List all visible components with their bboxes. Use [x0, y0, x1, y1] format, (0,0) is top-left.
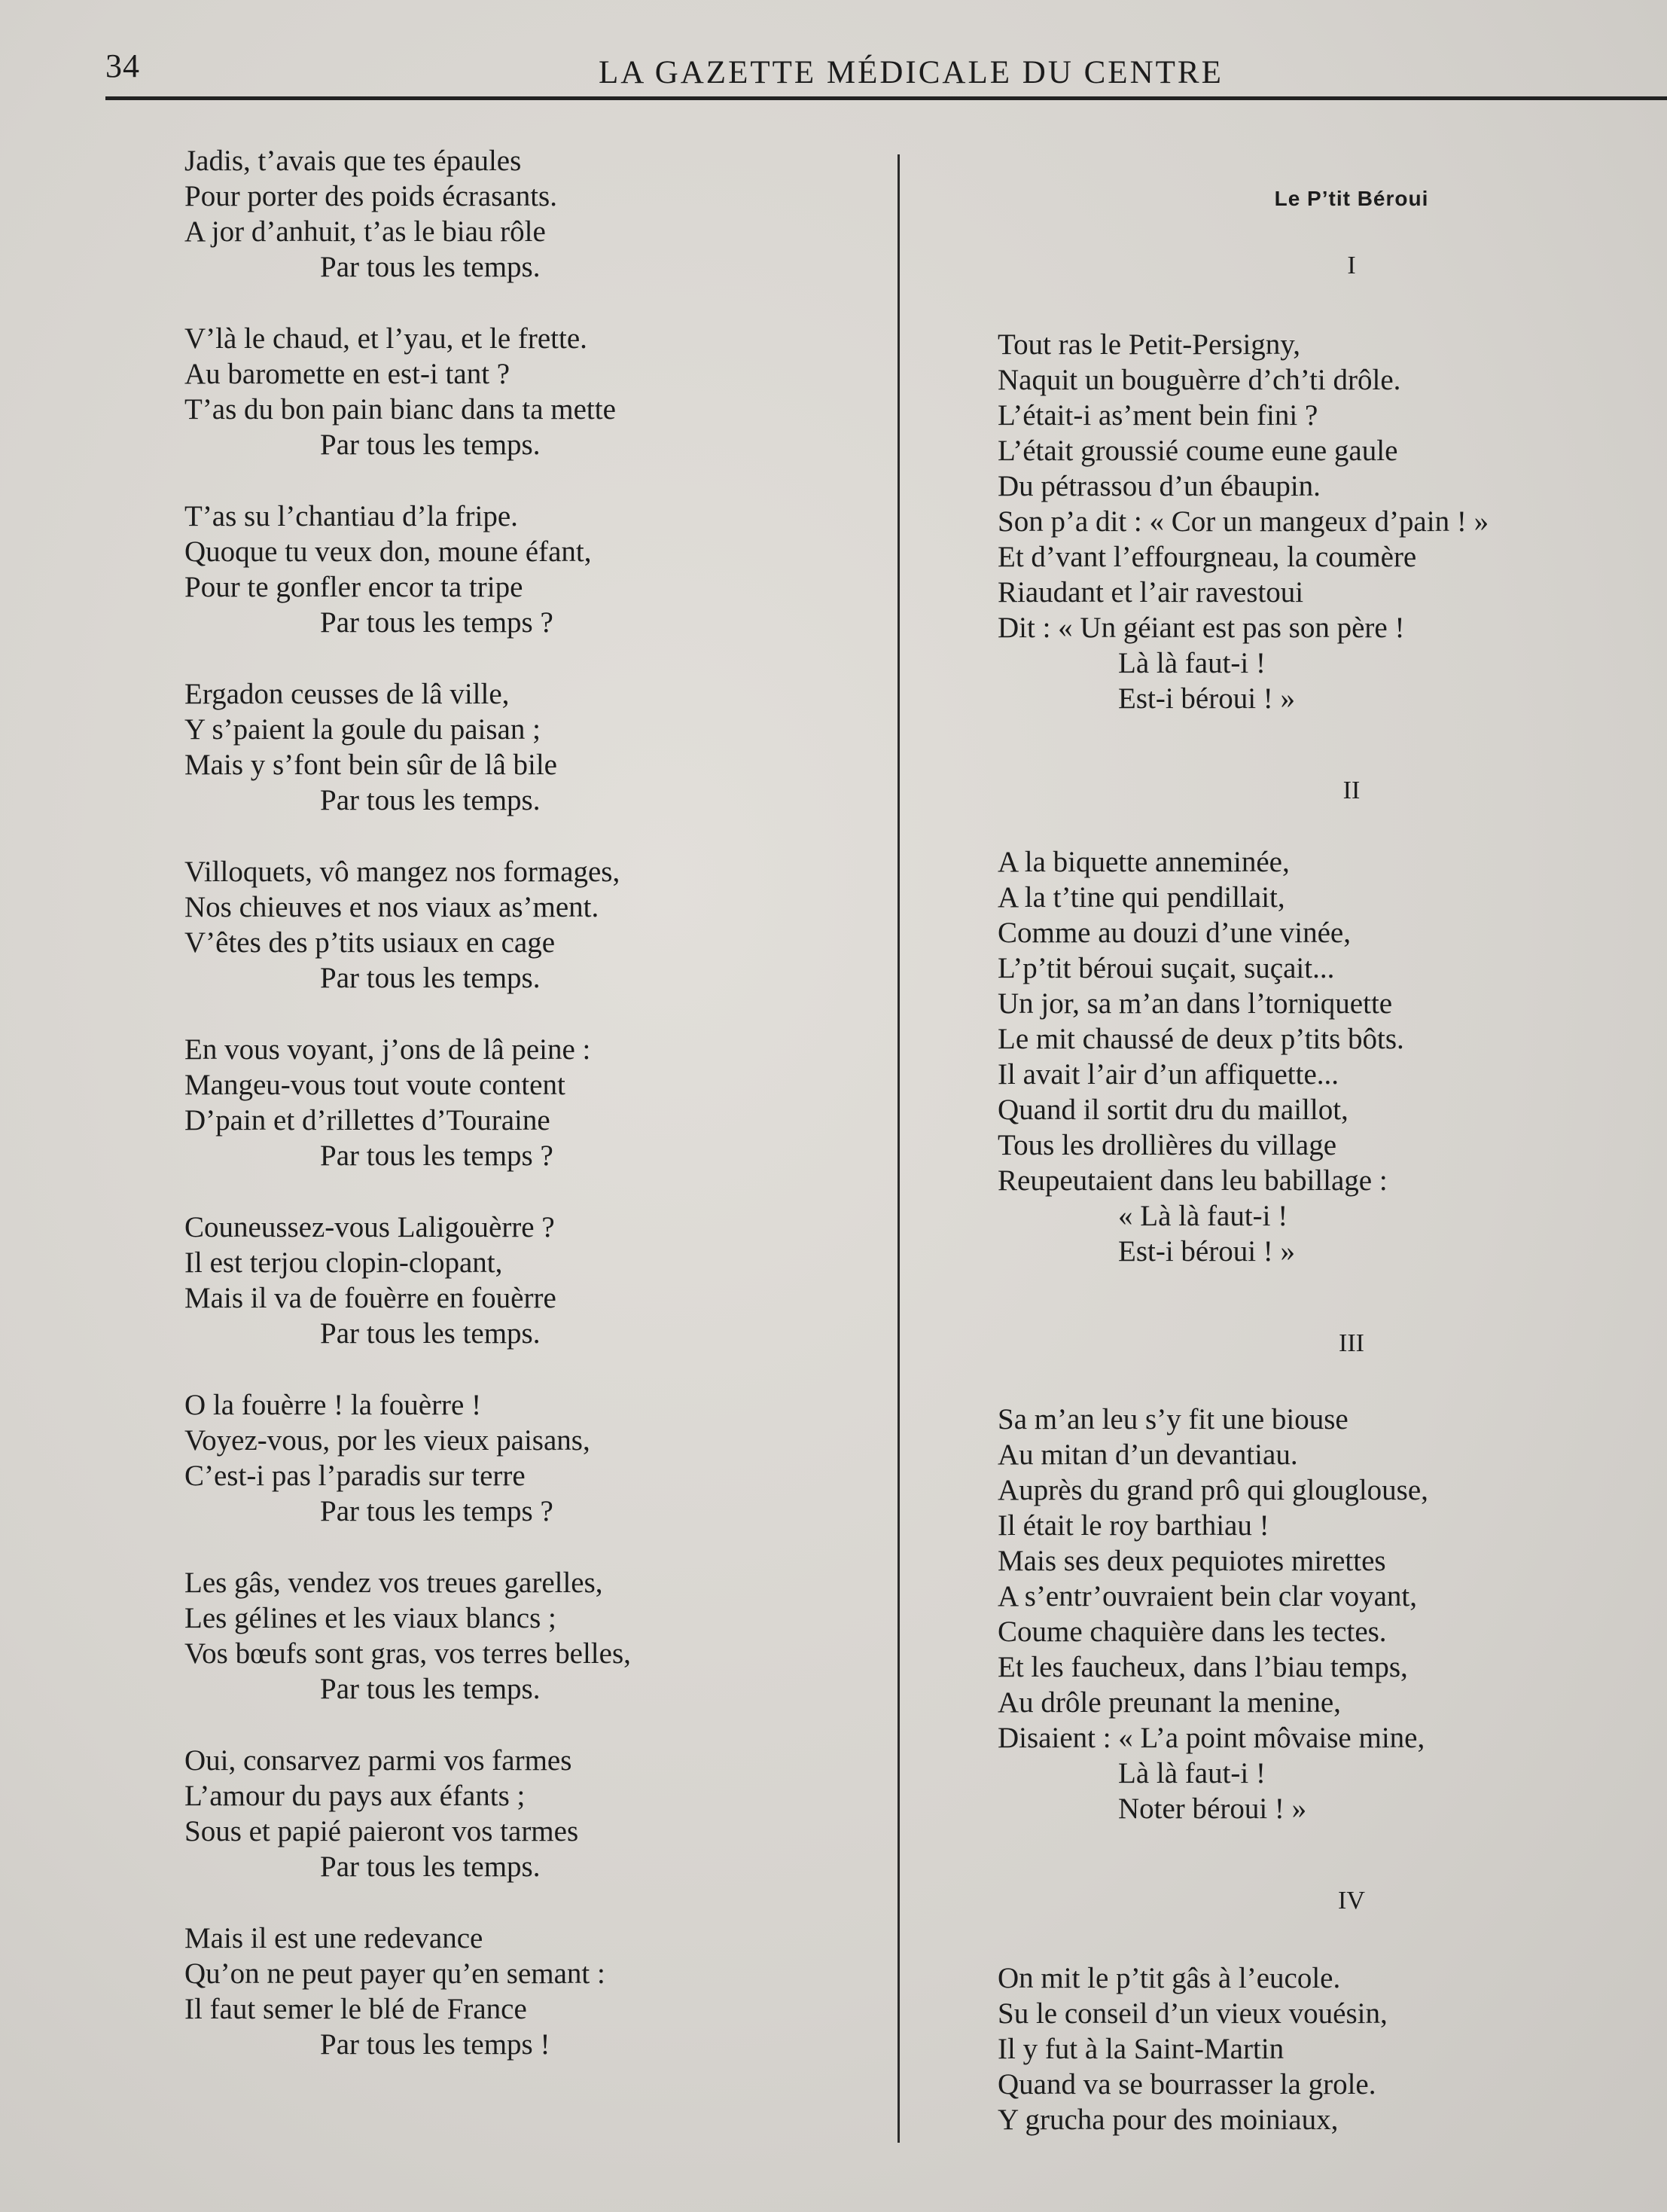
refrain-line: Par tous les temps. — [320, 962, 541, 994]
verse-line: Oui, consarvez parmi vos farmes — [184, 1744, 572, 1777]
refrain-line: Par tous les temps. — [320, 1317, 541, 1350]
refrain-line: Par tous les temps ? — [320, 1140, 553, 1172]
refrain-line: Par tous les temps. — [320, 251, 541, 283]
poem-title: Le P’tit Béroui — [1274, 187, 1429, 210]
refrain-line: « Là là faut-i ! — [1118, 1200, 1288, 1232]
verse-line: Mais ses deux pequiotes mirettes — [998, 1545, 1386, 1577]
verse-line: Disaient : « L’a point môvaise mine, — [998, 1722, 1425, 1754]
stanza — [184, 854, 862, 996]
section-number: III — [1339, 1329, 1364, 1357]
verse-line: Voyez-vous, por les vieux paisans, — [184, 1424, 590, 1457]
refrain-line: Est-i béroui ! » — [1118, 1235, 1296, 1268]
verse-line: Sa m’an leu s’y fit une biouse — [998, 1403, 1349, 1436]
section-number: II — [1342, 776, 1361, 804]
verse-line: Au mitan d’un devantiau. — [998, 1439, 1298, 1471]
refrain-line: Par tous les temps ? — [320, 1495, 553, 1527]
stanza — [184, 1565, 862, 1707]
verse-line: Au baromette en est-i tant ? — [184, 358, 510, 390]
verse-line: L’était-i as’ment bein fini ? — [998, 399, 1318, 432]
verse-line: Nos chieuves et nos viaux as’ment. — [184, 891, 599, 923]
stanza — [184, 1032, 862, 1173]
verse-line: Comme au douzi d’une vinée, — [998, 917, 1351, 949]
verse-line: L’amour du pays aux éfants ; — [184, 1780, 526, 1812]
verse-line: C’est-i pas l’paradis sur terre — [184, 1460, 526, 1492]
verse-line: A la biquette anneminée, — [998, 846, 1290, 878]
verse-line: En vous voyant, j’ons de lâ peine : — [184, 1033, 591, 1066]
verse-line: Mangeu-vous tout voute content — [184, 1069, 565, 1101]
right-column — [998, 143, 1645, 2137]
verse-line: Mais il va de fouèrre en fouèrre — [184, 1282, 556, 1314]
verse-line: Il est terjou clopin-clopant, — [184, 1246, 503, 1279]
stanza — [184, 1210, 862, 1351]
verse-line: Un jor, sa m’an dans l’torniquette — [998, 987, 1393, 1020]
verse-line: Pour te gonfler encor ta tripe — [184, 571, 523, 603]
verse-line: Et d’vant l’effourgneau, la coumère — [998, 541, 1417, 573]
page-number: 34 — [105, 47, 140, 84]
left-column — [184, 143, 862, 2098]
column-divider — [897, 154, 900, 2143]
refrain-line: Par tous les temps ! — [320, 2028, 550, 2061]
header-rule — [105, 96, 1667, 100]
verse-line: Sous et papié paieront vos tarmes — [184, 1815, 579, 1847]
verse-line: Ergadon ceusses de lâ ville, — [184, 678, 510, 710]
refrain-line: Est-i béroui ! » — [1118, 682, 1296, 715]
verse-line: Tout ras le Petit-Persigny, — [998, 328, 1301, 361]
refrain-line: Par tous les temps ? — [320, 606, 553, 639]
stanza — [184, 321, 862, 462]
verse-line: Au drôle preunant la menine, — [998, 1686, 1341, 1719]
verse-line: Y s’paient la goule du paisan ; — [184, 713, 541, 746]
section-number: IV — [1338, 1887, 1365, 1915]
verse-line: Y grucha pour des moiniaux, — [998, 2104, 1339, 2136]
section-number: I — [1347, 252, 1356, 279]
verse-line: L’était groussié coume eune gaule — [998, 435, 1398, 467]
stanza — [184, 1743, 862, 1884]
refrain-line: Par tous les temps. — [320, 1673, 541, 1705]
verse-line: L’p’tit béroui suçait, suçait... — [998, 952, 1335, 984]
verse-line: Reupeutaient dans leu babillage : — [998, 1164, 1388, 1197]
verse-line: A la t’tine qui pendillait, — [998, 881, 1285, 914]
verse-line: Quand il sortit dru du maillot, — [998, 1094, 1349, 1126]
verse-line: Tous les drollières du village — [998, 1129, 1337, 1161]
verse-line: Qu’on ne peut payer qu’en semant : — [184, 1957, 605, 1990]
stanza — [184, 676, 862, 818]
verse-line: Couneussez-vous Laligouèrre ? — [184, 1211, 555, 1243]
refrain-line: Là là faut-i ! — [1118, 647, 1266, 679]
verse-line: Dit : « Un géiant est pas son père ! — [998, 612, 1405, 644]
verse-line: Il était le roy barthiau ! — [998, 1509, 1269, 1542]
verse-line: V’là le chaud, et l’yau, et le frette. — [184, 322, 587, 355]
refrain-line: Par tous les temps. — [320, 784, 541, 816]
verse-line: Quoque tu veux don, moune éfant, — [184, 535, 592, 568]
verse-line: Il faut semer le blé de France — [184, 1993, 527, 2025]
verse-line: Riaudant et l’air ravestoui — [998, 576, 1304, 609]
stanza — [184, 1387, 862, 1529]
verse-line: Du pétrassou d’un ébaupin. — [998, 470, 1321, 502]
verse-line: Il y fut à la Saint-Martin — [998, 2033, 1285, 2065]
verse-line: Le mit chaussé de deux p’tits bôts. — [998, 1023, 1404, 1055]
verse-line: Naquit un bouguèrre d’ch’ti drôle. — [998, 364, 1401, 396]
verse-line: Les gâs, vendez vos treues garelles, — [184, 1567, 603, 1599]
stanza — [184, 499, 862, 640]
refrain-line: Là là faut-i ! — [1118, 1757, 1266, 1789]
verse-line: Pour porter des poids écrasants. — [184, 180, 557, 212]
verse-line: T’as du bon pain bianc dans ta mette — [184, 393, 616, 426]
verse-line: Villoquets, vô mangez nos formages, — [184, 856, 620, 888]
verse-line: Son p’a dit : « Cor un mangeux d’pain ! » — [998, 505, 1489, 538]
verse-line: Su le conseil d’un vieux vouésin, — [998, 1997, 1388, 2030]
verse-line: Coume chaquière dans les tectes. — [998, 1616, 1387, 1648]
verse-line: D’pain et d’rillettes d’Touraine — [184, 1104, 550, 1137]
stanza — [184, 143, 862, 285]
verse-line: Il avait l’air d’un affiquette... — [998, 1058, 1339, 1091]
verse-line: Auprès du grand prô qui glouglouse, — [998, 1474, 1428, 1506]
verse-line: A s’entr’ouvraient bein clar voyant, — [998, 1580, 1418, 1612]
verse-line: Et les faucheux, dans l’biau temps, — [998, 1651, 1408, 1683]
journal-title: LA GAZETTE MÉDICALE DU CENTRE — [599, 55, 1224, 90]
stanza — [998, 1402, 1645, 1826]
verse-line: V’êtes des p’tits usiaux en cage — [184, 926, 556, 959]
verse-line: Mais y s’font bein sûr de lâ bile — [184, 749, 557, 781]
verse-line: A jor d’anhuit, t’as le biau rôle — [184, 215, 546, 248]
refrain-line: Par tous les temps. — [320, 429, 541, 461]
verse-line: Jadis, t’avais que tes épaules — [184, 145, 522, 177]
stanza — [998, 327, 1645, 716]
verse-line: T’as su l’chantiau d’la fripe. — [184, 500, 518, 532]
verse-line: Mais il est une redevance — [184, 1922, 483, 1954]
stanza — [184, 1921, 862, 2062]
stanza — [998, 844, 1645, 1269]
refrain-line: Noter béroui ! » — [1118, 1792, 1307, 1825]
refrain-line: Par tous les temps. — [320, 1850, 541, 1883]
verse-line: Vos bœufs sont gras, vos terres belles, — [184, 1637, 631, 1670]
verse-line: On mit le p’tit gâs à l’eucole. — [998, 1962, 1341, 1994]
verse-line: O la fouèrre ! la fouèrre ! — [184, 1389, 482, 1421]
verse-line: Les gélines et les viaux blancs ; — [184, 1602, 556, 1634]
verse-line: Quand va se bourrasser la grole. — [998, 2068, 1376, 2101]
page-header — [0, 0, 1667, 105]
stanza — [998, 1960, 1645, 2137]
